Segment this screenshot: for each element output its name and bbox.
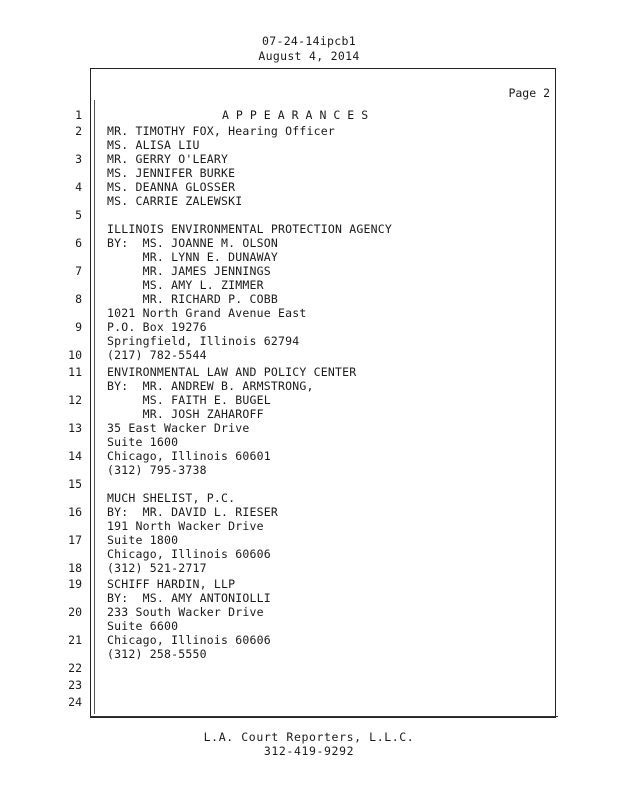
appearance-line: MS. DEANNA GLOSSER: [107, 180, 236, 194]
appearance-line: 233 South Wacker Drive: [107, 605, 264, 619]
line-number: 7: [75, 264, 82, 278]
appearance-line: BY: MR. DAVID L. RIESER: [107, 505, 278, 519]
appearance-line: MS. AMY L. ZIMMER: [107, 278, 264, 292]
appearance-line: Chicago, Illinois 60606: [107, 547, 271, 561]
document-id: 07-24-14ipcb1: [262, 34, 356, 48]
line-number: 12: [68, 393, 82, 407]
line-number: 3: [75, 152, 82, 166]
appearance-line: Chicago, Illinois 60606: [107, 633, 271, 647]
line-number: 15: [68, 477, 82, 491]
line-number: 23: [68, 678, 82, 692]
appearances-title: APPEARANCES: [222, 108, 376, 122]
line-number: 14: [68, 449, 82, 463]
appearance-line: MR. RICHARD P. COBB: [107, 292, 278, 306]
appearance-line: MR. GERRY O'LEARY: [107, 152, 229, 166]
appearance-line: BY: MS. JOANNE M. OLSON: [107, 236, 278, 250]
line-number: 9: [75, 320, 82, 334]
line-number: 21: [68, 633, 82, 647]
appearance-line: Springfield, Illinois 62794: [107, 334, 300, 348]
line-number: 24: [68, 695, 82, 709]
line-number: 20: [68, 605, 82, 619]
line-number: 8: [75, 292, 82, 306]
appearance-line: (312) 521-2717: [107, 561, 207, 575]
line-number: 4: [75, 180, 82, 194]
line-number: 10: [68, 348, 82, 362]
line-number: 18: [68, 561, 82, 575]
reporter-phone: 312-419-9292: [263, 744, 355, 758]
appearance-line: MR. JOSH ZAHAROFF: [107, 407, 264, 421]
appearance-line: MR. LYNN E. DUNAWAY: [107, 250, 278, 264]
reporter-company: L.A. Court Reporters, L.L.C.: [203, 730, 415, 744]
appearance-line: Suite 1800: [107, 533, 179, 547]
frame-bottom-rule: [90, 716, 558, 717]
line-number-margin-rule: [94, 100, 95, 714]
document-date: August 4, 2014: [258, 49, 360, 63]
appearance-line: MS. FAITH E. BUGEL: [107, 393, 271, 407]
appearance-line: 35 East Wacker Drive: [107, 421, 250, 435]
appearance-line: MR. JAMES JENNINGS: [107, 264, 271, 278]
appearance-line: Suite 6600: [107, 619, 179, 633]
appearance-line: MR. TIMOTHY FOX, Hearing Officer: [107, 124, 335, 138]
appearance-line: MS. ALISA LIU: [107, 138, 200, 152]
appearance-line: BY: MS. AMY ANTONIOLLI: [107, 591, 271, 605]
line-number: 1: [75, 108, 82, 122]
appearance-line: (312) 258-5550: [107, 647, 207, 661]
line-number: 5: [75, 208, 82, 222]
appearance-line: 1021 North Grand Avenue East: [107, 306, 307, 320]
line-number: 11: [68, 365, 82, 379]
line-number: 17: [68, 533, 82, 547]
line-number: 2: [75, 124, 82, 138]
appearance-line: ILLINOIS ENVIRONMENTAL PROTECTION AGENCY: [107, 222, 392, 236]
appearance-line: ENVIRONMENTAL LAW AND POLICY CENTER: [107, 365, 357, 379]
page-number-label: Page 2: [508, 86, 550, 100]
appearance-line: P.O. Box 19276: [107, 320, 207, 334]
appearance-line: (217) 782-5544: [107, 348, 207, 362]
appearance-line: MUCH SHELIST, P.C.: [107, 491, 236, 505]
appearance-line: 191 North Wacker Drive: [107, 519, 264, 533]
appearance-line: BY: MR. ANDREW B. ARMSTRONG,: [107, 379, 314, 393]
appearance-line: SCHIFF HARDIN, LLP: [107, 577, 236, 591]
line-number: 13: [68, 421, 82, 435]
appearance-line: MS. CARRIE ZALEWSKI: [107, 194, 243, 208]
appearance-line: (312) 795-3738: [107, 463, 207, 477]
line-number: 22: [68, 661, 82, 675]
appearance-line: Chicago, Illinois 60601: [107, 449, 271, 463]
line-number: 19: [68, 577, 82, 591]
line-number: 6: [75, 236, 82, 250]
line-number: 16: [68, 505, 82, 519]
appearance-line: MS. JENNIFER BURKE: [107, 166, 236, 180]
appearance-line: Suite 1600: [107, 435, 179, 449]
